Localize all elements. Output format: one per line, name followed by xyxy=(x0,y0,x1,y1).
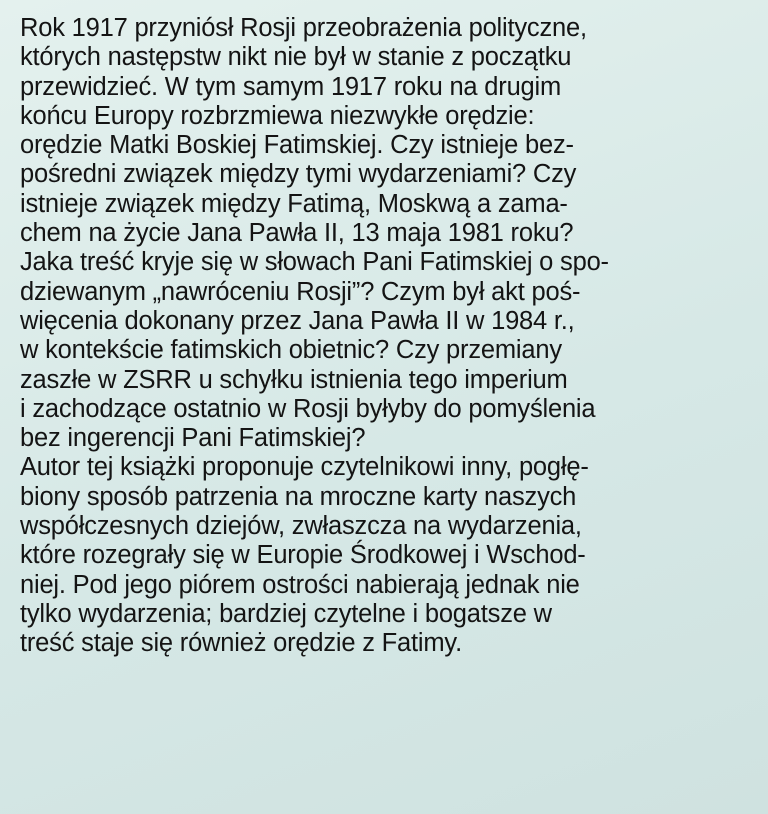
blurb-line: treść staje się również orędzie z Fatimy. xyxy=(20,629,462,658)
blurb-line: których następstw nikt nie był w stanie z początku xyxy=(20,43,572,72)
blurb-line: zaszłe w ZSRR u schyłku istnienia tego imperium xyxy=(20,365,568,394)
blurb-line: Autor tej książki proponuje czytelnikowi inny, pogłę- xyxy=(20,453,589,482)
blurb-line: chem na życie Jana Pawła II, 13 maja 1981 roku? xyxy=(20,219,574,248)
blurb-line: istnieje związek między Fatimą, Moskwą a zama- xyxy=(20,189,568,218)
blurb-line: które rozegrały się w Europie Środkowej i Wschod- xyxy=(20,541,586,570)
blurb-line: i zachodzące ostatnio w Rosji byłyby do pomyślenia xyxy=(20,394,596,423)
blurb-line: przewidzieć. W tym samym 1917 roku na drugim xyxy=(20,72,562,101)
blurb-line: końcu Europy rozbrzmiewa niezwykłe orędzie: xyxy=(20,101,535,130)
blurb-line: dziewanym „nawróceniu Rosji”? Czym był akt poś- xyxy=(20,277,581,306)
blurb-line: Jaka treść kryje się w słowach Pani Fatimskiej o spo- xyxy=(20,248,609,277)
blurb-line: biony sposób patrzenia na mroczne karty naszych xyxy=(20,482,577,511)
blurb-line: współczesnych dziejów, zwłaszcza na wydarzenia, xyxy=(20,512,582,541)
blurb-line: Rok 1917 przyniósł Rosji przeobrażenia polityczne, xyxy=(20,14,587,42)
blurb-line: więcenia dokonany przez Jana Pawła II w 1984 r., xyxy=(20,306,575,335)
blurb-line: niej. Pod jego piórem ostrości nabierają jednak nie xyxy=(20,570,580,599)
blurb-line: orędzie Matki Boskiej Fatimskiej. Czy istnieje bez- xyxy=(20,131,574,160)
blurb-line: bez ingerencji Pani Fatimskiej? xyxy=(20,424,366,453)
blurb-line: pośredni związek między tymi wydarzeniami? Czy xyxy=(20,160,577,189)
blurb-line: tylko wydarzenia; bardziej czytelne i bogatsze w xyxy=(20,599,552,628)
blurb-line: w kontekście fatimskich obietnic? Czy przemiany xyxy=(20,336,562,365)
